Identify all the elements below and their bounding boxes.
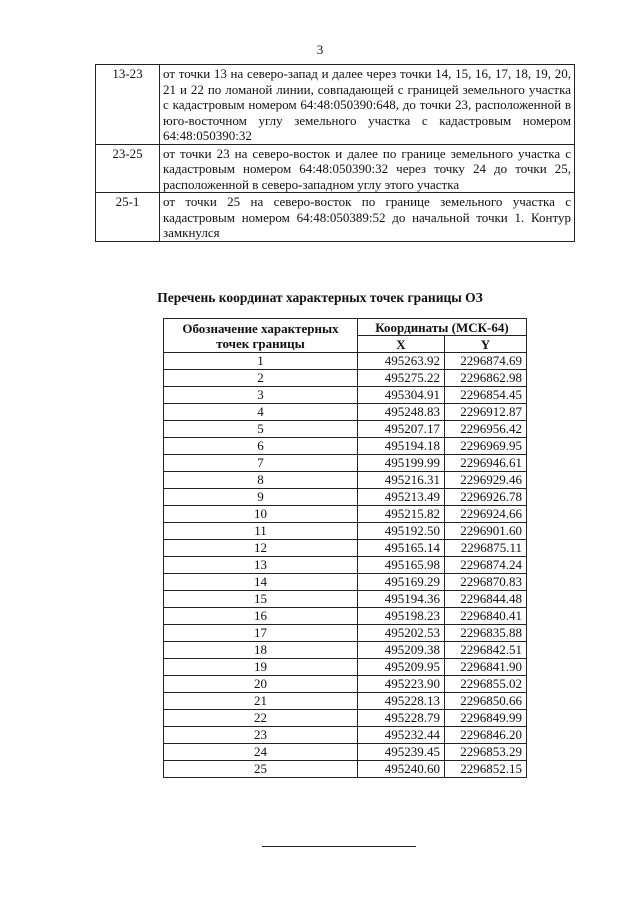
x-coordinate: 495199.99 [358,455,445,472]
segment-description: от точки 13 на северо-запад и далее через точки 14, 15, 16, 17, 18, 19, 20, 21 и 22 по ломаной линии, совпадающей с границей земельного участка с кадастровым номером 64:48:050390:648, до точки 23, расположенной в юго-восточном углу земельного участка с кадастровым номером 64:48:050390:32 [160,65,575,145]
x-coordinate: 495202.53 [358,625,445,642]
segment-description: от точки 25 на северо-восток по границе земельного участка с кадастровым номером 64:48:050389:52 до начальной точки 1. Контур замкнулся [160,193,575,242]
table-row [164,370,527,387]
segment-row [96,193,575,242]
y-coordinate: 2296926.78 [445,489,527,506]
x-coordinate: 495198.23 [358,608,445,625]
page-number: 3 [316,42,324,57]
table-row [164,693,527,710]
boundary-segments-table [95,64,575,242]
header-row [164,319,527,336]
y-coordinate: 2296850.66 [445,693,527,710]
segment-row [96,65,575,145]
table-row [164,727,527,744]
x-coordinate: 495207.17 [358,421,445,438]
x-coordinate: 495209.38 [358,642,445,659]
table-row [164,761,527,778]
point-number: 3 [164,387,358,404]
x-coordinate: 495216.31 [358,472,445,489]
segment-description: от точки 23 на северо-восток и далее по границе земельного участка с кадастровым номером 64:48:050390:32 через точку 24 до точки 25, расположенной в северо-западном углу этого участка [160,144,575,193]
y-coordinate: 2296874.69 [445,353,527,370]
segment-row [96,144,575,193]
x-column-header: X [358,336,445,353]
point-number: 12 [164,540,358,557]
point-number: 4 [164,404,358,421]
y-coordinate: 2296929.46 [445,472,527,489]
point-number: 11 [164,523,358,540]
table-row [164,455,527,472]
point-number: 14 [164,574,358,591]
point-number: 15 [164,591,358,608]
x-coordinate: 495304.91 [358,387,445,404]
table-row [164,574,527,591]
coordinates-table-body [164,353,527,778]
table-row [164,540,527,557]
y-coordinate: 2296835.88 [445,625,527,642]
footer-divider [262,846,416,847]
x-coordinate: 495228.13 [358,693,445,710]
y-coordinate: 2296969.95 [445,438,527,455]
section-title: Перечень координат характерных точек границы ОЗ [157,290,483,305]
point-number: 20 [164,676,358,693]
x-coordinate: 495223.90 [358,676,445,693]
point-number: 21 [164,693,358,710]
y-coordinate: 2296870.83 [445,574,527,591]
y-coordinate: 2296855.02 [445,676,527,693]
x-coordinate: 495232.44 [358,727,445,744]
x-coordinate: 495248.83 [358,404,445,421]
table-row [164,659,527,676]
y-coordinate: 2296841.90 [445,659,527,676]
point-number: 2 [164,370,358,387]
x-coordinate: 495239.45 [358,744,445,761]
point-number: 1 [164,353,358,370]
point-number: 8 [164,472,358,489]
segments-body [96,65,575,242]
y-coordinate: 2296901.60 [445,523,527,540]
point-number: 19 [164,659,358,676]
y-coordinate: 2296844.48 [445,591,527,608]
y-coordinate: 2296842.51 [445,642,527,659]
x-coordinate: 495215.82 [358,506,445,523]
y-coordinate: 2296849.99 [445,710,527,727]
points-column-header: Обозначение характерных точек границы [164,319,358,353]
y-coordinate: 2296852.15 [445,761,527,778]
table-row [164,557,527,574]
table-row [164,523,527,540]
point-number: 5 [164,421,358,438]
y-coordinate: 2296924.66 [445,506,527,523]
table-row [164,710,527,727]
segment-id: 25-1 [96,193,160,242]
x-coordinate: 495275.22 [358,370,445,387]
x-coordinate: 495165.98 [358,557,445,574]
point-number: 22 [164,710,358,727]
coordinates-table-head [164,319,527,353]
y-coordinate: 2296956.42 [445,421,527,438]
x-coordinate: 495165.14 [358,540,445,557]
point-number: 23 [164,727,358,744]
table-row [164,421,527,438]
coords-column-header: Координаты (МСК-64) [358,319,527,336]
x-coordinate: 495192.50 [358,523,445,540]
point-number: 16 [164,608,358,625]
y-coordinate: 2296862.98 [445,370,527,387]
point-number: 9 [164,489,358,506]
table-row [164,744,527,761]
table-row [164,506,527,523]
table-row [164,676,527,693]
y-coordinate: 2296840.41 [445,608,527,625]
point-number: 6 [164,438,358,455]
x-coordinate: 495169.29 [358,574,445,591]
y-coordinate: 2296874.24 [445,557,527,574]
table-row [164,591,527,608]
x-coordinate: 495240.60 [358,761,445,778]
point-number: 13 [164,557,358,574]
y-coordinate: 2296875.11 [445,540,527,557]
table-row [164,387,527,404]
table-row [164,625,527,642]
point-number: 18 [164,642,358,659]
point-number: 25 [164,761,358,778]
x-coordinate: 495228.79 [358,710,445,727]
table-row [164,642,527,659]
table-row [164,404,527,421]
table-row [164,608,527,625]
y-coordinate: 2296854.45 [445,387,527,404]
y-column-header: Y [445,336,527,353]
coordinates-table [163,318,527,778]
point-number: 17 [164,625,358,642]
x-coordinate: 495209.95 [358,659,445,676]
table-row [164,472,527,489]
y-coordinate: 2296946.61 [445,455,527,472]
y-coordinate: 2296846.20 [445,727,527,744]
y-coordinate: 2296853.29 [445,744,527,761]
x-coordinate: 495194.36 [358,591,445,608]
segment-id: 23-25 [96,144,160,193]
point-number: 7 [164,455,358,472]
x-coordinate: 495213.49 [358,489,445,506]
x-coordinate: 495194.18 [358,438,445,455]
segment-id: 13-23 [96,65,160,145]
table-row [164,438,527,455]
point-number: 24 [164,744,358,761]
point-number: 10 [164,506,358,523]
table-row [164,489,527,506]
x-coordinate: 495263.92 [358,353,445,370]
table-row [164,353,527,370]
y-coordinate: 2296912.87 [445,404,527,421]
